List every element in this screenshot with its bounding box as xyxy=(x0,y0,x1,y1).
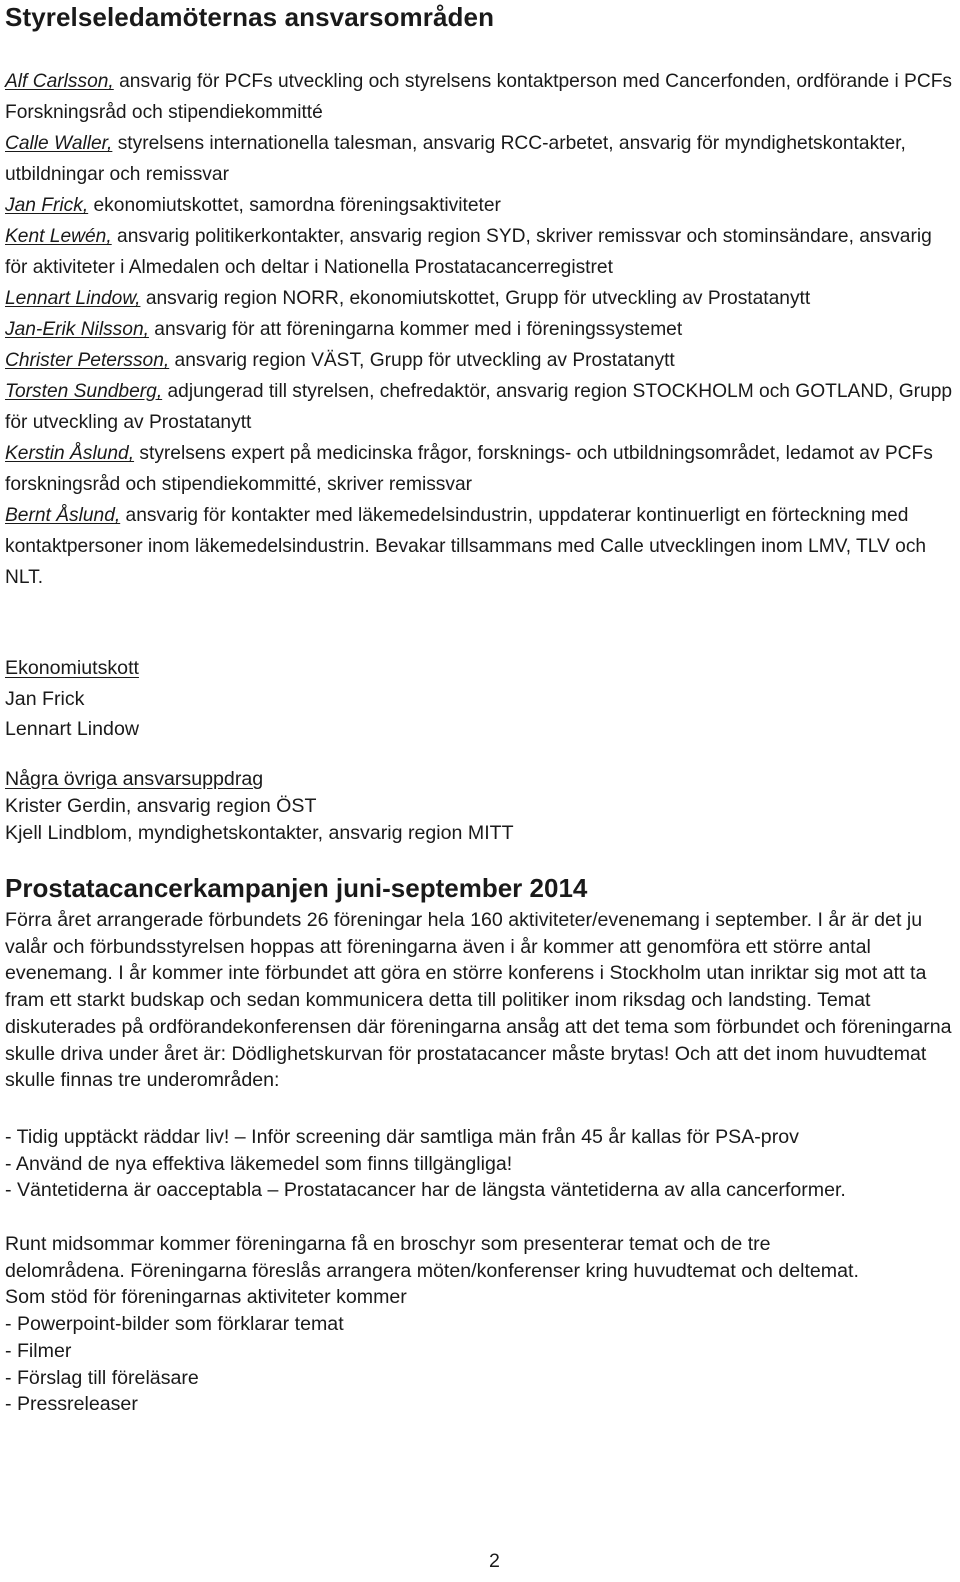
text-line: delområdena. Föreningarna föreslås arrangera möten/konferenser kring huvudtemat och deltemat. xyxy=(5,1259,859,1282)
text-line: Som stöd för föreningarnas aktiviteter kommer xyxy=(5,1286,407,1309)
bullet-item: - Väntetiderna är oacceptabla – Prostatacancer har de längsta väntetiderna av alla cancerformer. xyxy=(5,1179,846,1202)
member-name: Calle Waller, xyxy=(5,133,113,154)
bullet-item: - Använd de nya effektiva läkemedel som finns tillgängliga! xyxy=(5,1152,513,1175)
member-duties: styrelsens expert på medicinska frågor, forsknings- och utbildningsområdet, ledamot av PCFs forskningsråd och stipendiekommitté, skriver remissvar xyxy=(5,443,933,495)
member-name: Jan-Erik Nilsson, xyxy=(5,319,149,340)
campaign-support xyxy=(5,1231,960,1418)
board-member-list xyxy=(5,66,953,593)
member-name: Lennart Lindow, xyxy=(5,288,141,309)
member-duties: ansvarig politikerkontakter, ansvarig region SYD, skriver remissvar och stominsändare, ansvarig för aktiviteter i Almedalen och deltar i Nationella Prostatacancerregistret xyxy=(5,226,932,278)
list-item: - Pressreleaser xyxy=(5,1393,138,1416)
page-number: 2 xyxy=(489,1550,500,1572)
member-name: Alf Carlsson, xyxy=(5,71,114,92)
member-name: Kent Lewén, xyxy=(5,226,112,247)
paragraph: Förra året arrangerade förbundets 26 föreningar hela 160 aktiviteter/evenemang i september. I år är det ju valår och förbundsstyrelsen hoppas att föreningarna även i år kommer att genomföra ett större antal evenemang. I år kommer inte förbundet att göra en större konferens i Stockholm utan inriktar sig mot att ta fram ett starkt budskap och sedan kommunicera detta till politiker inom riksdag och landsting. Temat diskuterades på ordförandekonferensen där föreningarna ansåg att det tema som förbundet och föreningarna skulle driva under året är: Dödlighetskurvan för prostatacancer måste brytas! Och att det inom huvudtemat skulle finnas tre underområden: xyxy=(5,909,952,1092)
member-duties: styrelsens internationella talesman, ansvarig RCC-arbetet, ansvarig för myndighetskontakter, utbildningar och remissvar xyxy=(5,133,906,185)
list-item: - Powerpoint-bilder som förklarar temat xyxy=(5,1313,344,1336)
campaign-intro xyxy=(5,907,955,1094)
member-entry xyxy=(5,221,953,283)
member-entry xyxy=(5,438,953,500)
assignment-line: Krister Gerdin, ansvarig region ÖST xyxy=(5,795,317,817)
member-duties: ansvarig för kontakter med läkemedelsindustrin, uppdaterar kontinuerligt en förteckning med kontaktpersoner inom läkemedelsindustrin. Bevakar tillsammans med Calle utvecklingen inom LMV, TLV och NLT. xyxy=(5,505,927,588)
member-name: Torsten Sundberg, xyxy=(5,381,163,402)
list-item: - Filmer xyxy=(5,1339,72,1362)
ekonomiutskott-section xyxy=(5,653,139,745)
member-entry xyxy=(5,66,953,128)
member-entry xyxy=(5,190,953,221)
list-item: - Förslag till föreläsare xyxy=(5,1366,199,1389)
member-entry xyxy=(5,345,953,376)
member-name: Kerstin Åslund, xyxy=(5,443,135,464)
member-entry xyxy=(5,128,953,190)
page-title: Styrelseledamöternas ansvarsområden xyxy=(5,2,495,32)
member-entry xyxy=(5,314,953,345)
member-name: Bernt Åslund, xyxy=(5,505,121,526)
member-duties: ansvarig region VÄST, Grupp för utveckling av Prostatanytt xyxy=(169,350,675,371)
person-line: Jan Frick xyxy=(5,687,85,710)
member-entry xyxy=(5,500,953,593)
member-duties: ansvarig region NORR, ekonomiutskottet, Grupp för utveckling av Prostatanytt xyxy=(140,288,811,309)
campaign-heading: Prostatacancerkampanjen juni-september 2014 xyxy=(5,873,588,903)
bullet-item: - Tidig upptäckt räddar liv! – Inför screening där samtliga män från 45 år kallas för PSA-prov xyxy=(5,1126,799,1148)
member-entry xyxy=(5,283,953,314)
ovriga-uppdrag-section xyxy=(5,766,514,847)
text-line: Runt midsommar kommer föreningarna få en broschyr som presenterar temat och de tre xyxy=(5,1233,771,1255)
member-name: Jan Frick, xyxy=(5,195,89,216)
member-name: Christer Petersson, xyxy=(5,350,170,371)
section-heading: Ekonomiutskott xyxy=(5,657,139,679)
person-line: Lennart Lindow xyxy=(5,718,139,740)
assignment-line: Kjell Lindblom, myndighetskontakter, ansvarig region MITT xyxy=(5,822,514,844)
member-duties: ansvarig för PCFs utveckling och styrelsens kontaktperson med Cancerfonden, ordförande i PCFs Forskningsråd och stipendiekommitté xyxy=(5,71,953,123)
member-duties: ansvarig för att föreningarna kommer med i föreningssystemet xyxy=(148,319,683,340)
member-entry xyxy=(5,376,953,438)
member-duties: adjungerad till styrelsen, chefredaktör, ansvarig region STOCKHOLM och GOTLAND, Grupp för utveckling av Prostatanytt xyxy=(5,381,953,433)
member-duties: ekonomiutskottet, samordna föreningsaktiviteter xyxy=(88,195,501,216)
theme-bullet-list xyxy=(5,1124,846,1204)
section-heading: Några övriga ansvarsuppdrag xyxy=(5,768,264,790)
